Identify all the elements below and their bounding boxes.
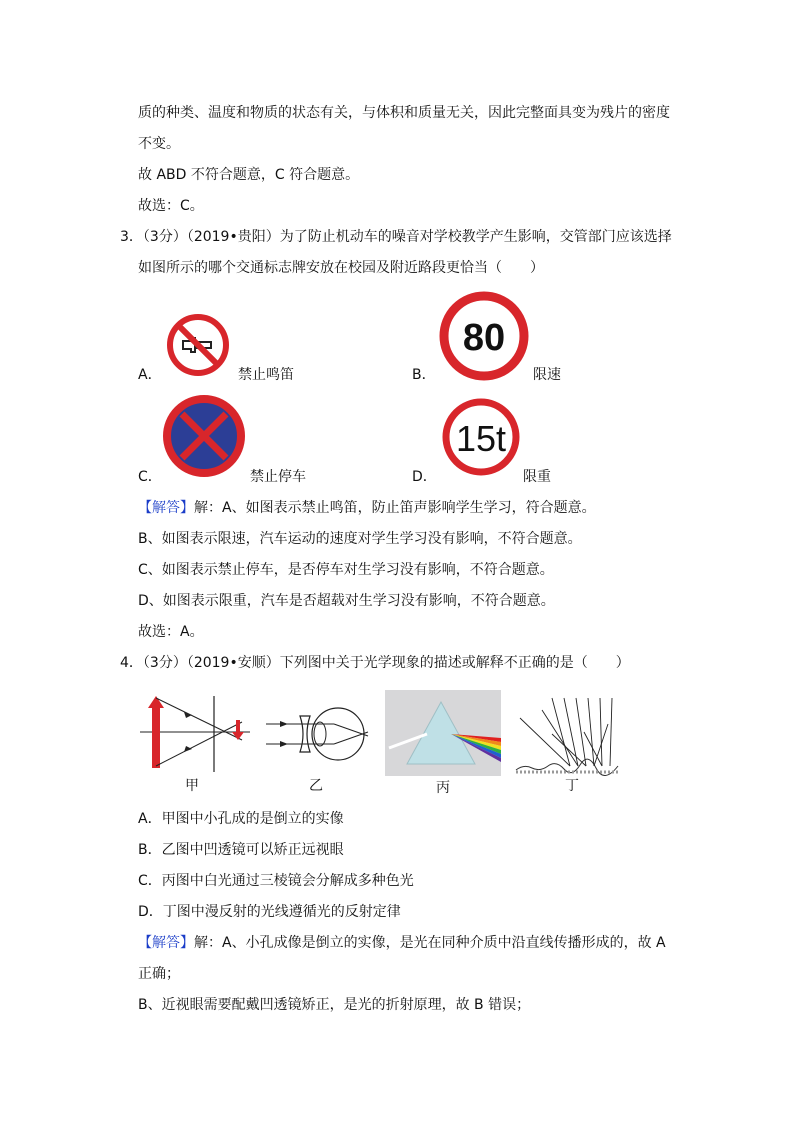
answer-line: B、如图表示限速，汽车运动的速度对学生学习没有影响，不符合题意。 xyxy=(138,531,582,547)
answer-line: 【解答】解：A、小孔成像是倒立的实像，是光在同种介质中沿直线传播形成的，故 A xyxy=(138,935,666,951)
no-honking-sign-icon xyxy=(165,312,231,378)
figure-caption-yi: 乙 xyxy=(309,778,323,794)
question-3-stem: 3．（3分）（2019•贵阳）为了防止机动车的噪音对学校教学产生影响，交管部门应该选择 xyxy=(120,229,672,245)
figure-caption-bing: 丙 xyxy=(436,780,450,796)
weight-limit-sign-icon xyxy=(440,396,522,478)
option-letter-c: C． xyxy=(138,469,162,485)
option-letter-a: A． xyxy=(138,367,162,383)
answer-line: C、如图表示禁止停车，是否停车对生学习没有影响，不符合题意。 xyxy=(138,562,554,578)
weight-limit-value: 15t xyxy=(455,418,507,459)
answer-tag: 【解答】 xyxy=(138,935,194,951)
question-4-stem: 4．（3分）（2019•安顺）下列图中关于光学现象的描述或解释不正确的是（ ） xyxy=(120,655,630,671)
option-a-label: 禁止鸣笛 xyxy=(238,367,294,383)
text-line: 不变。 xyxy=(138,136,180,152)
eye-lens-figure xyxy=(264,696,372,772)
option-d-label: 限重 xyxy=(523,469,551,485)
text-line: 故选：C。 xyxy=(138,198,204,214)
option-b-label: 限速 xyxy=(533,367,561,383)
answer-line: B、近视眼需要配戴凹透镜矫正，是光的折射原理，故 B 错误； xyxy=(138,997,531,1013)
figure-caption-jia: 甲 xyxy=(185,778,199,794)
answer-line: 故选：A。 xyxy=(138,624,204,640)
answer-line: 正确； xyxy=(138,966,180,982)
diffuse-reflection-figure xyxy=(512,694,622,776)
option-c-label: 禁止停车 xyxy=(250,469,306,485)
text-line: 故 ABD 不符合题意，C 符合题意。 xyxy=(138,167,360,183)
option-d: D．丁图中漫反射的光线遵循光的反射定律 xyxy=(138,904,401,920)
option-c: C．丙图中白光通过三棱镜会分解成多种色光 xyxy=(138,873,414,889)
speed-limit-sign-icon xyxy=(438,290,530,382)
prism-dispersion-figure xyxy=(385,690,501,776)
answer-line: D、如图表示限重，汽车是否超载对生学习没有影响，不符合题意。 xyxy=(138,593,555,609)
text-line: 质的种类、温度和物质的状态有关，与体积和质量无关，因此完整面具变为残片的密度 xyxy=(138,105,670,121)
speed-limit-value: 80 xyxy=(462,317,506,359)
option-letter-d: D． xyxy=(412,469,437,485)
pinhole-imaging-figure xyxy=(136,692,254,776)
option-b: B．乙图中凹透镜可以矫正远视眼 xyxy=(138,842,344,858)
question-3-stem: 如图所示的哪个交通标志牌安放在校园及附近路段更恰当（ ） xyxy=(138,260,544,276)
figure-caption-ding: 丁 xyxy=(565,778,579,794)
option-letter-b: B． xyxy=(412,367,436,383)
no-parking-sign-icon xyxy=(162,394,246,478)
answer-tag: 【解答】 xyxy=(138,500,194,516)
option-a: A．甲图中小孔成的是倒立的实像 xyxy=(138,811,344,827)
answer-line: 【解答】解：A、如图表示禁止鸣笛，防止笛声影响学生学习，符合题意。 xyxy=(138,500,596,516)
